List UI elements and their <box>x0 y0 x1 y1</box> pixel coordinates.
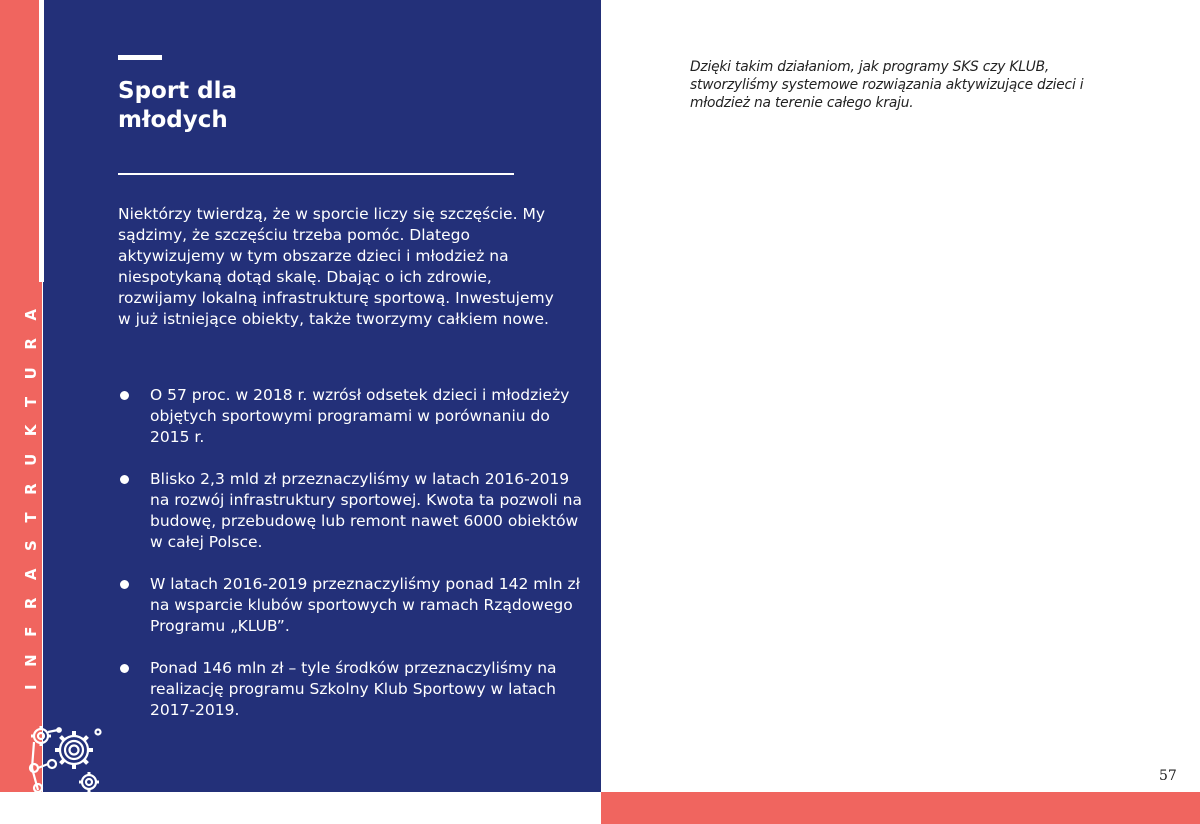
bullet-icon <box>120 580 129 589</box>
list-item <box>118 574 588 637</box>
bottom-coral-bar <box>601 792 1200 824</box>
page-number: 57 <box>1159 768 1177 784</box>
vertical-white-rule <box>39 0 44 282</box>
list-item <box>118 469 588 553</box>
list-item-text: W latach 2016-2019 przeznaczyliśmy ponad 142 mln zł na wsparcie klubów sportowych w ramach Rządowego Programu „KLUB”. <box>150 575 580 635</box>
page-title <box>118 77 418 135</box>
bullet-icon <box>120 391 129 400</box>
section-label: INFRASTRUKTURA <box>22 291 40 690</box>
intro-paragraph: Niektórzy twierdzą, że w sporcie liczy się szczęście. My sądzimy, że szczęściu trzeba pomóc. Dlatego aktywizujemy w tym obszarze dzieci i młodzież na niespotykaną dotąd skalę. Dbając o ich zdrowie, rozwijamy lokalną infrastrukturę sportową. Inwestujemy w już istniejące obiekty, także tworzymy całkiem nowe. <box>118 205 554 328</box>
title-line-2: młodych <box>118 107 228 133</box>
title-divider <box>118 173 514 175</box>
facts-list <box>118 385 588 742</box>
gears-icon <box>24 720 106 792</box>
list-item <box>118 385 588 448</box>
pull-quote: Dzięki takim działaniom, jak programy SKS czy KLUB, stworzyliśmy systemowe rozwiązania aktywizujące dzieci i młodzież na terenie całego kraju. <box>690 59 1084 111</box>
bullet-icon <box>120 664 129 673</box>
bullet-icon <box>120 475 129 484</box>
list-item-text: Ponad 146 mln zł – tyle środków przeznaczyliśmy na realizację programu Szkolny Klub Sportowy w latach 2017-2019. <box>150 659 557 719</box>
list-item-text: O 57 proc. w 2018 r. wzrósł odsetek dzieci i młodzieży objętych sportowymi programami w porównaniu do 2015 r. <box>150 386 570 446</box>
list-item-text: Blisko 2,3 mld zł przeznaczyliśmy w latach 2016-2019 na rozwój infrastruktury sportowej. Kwota ta pozwoli na budowę, przebudowę lub remont nawet 6000 obiektów w całej Polsce. <box>150 470 582 551</box>
list-item <box>118 658 588 721</box>
title-accent-dash <box>118 55 162 60</box>
title-line-1: Sport dla <box>118 78 238 104</box>
